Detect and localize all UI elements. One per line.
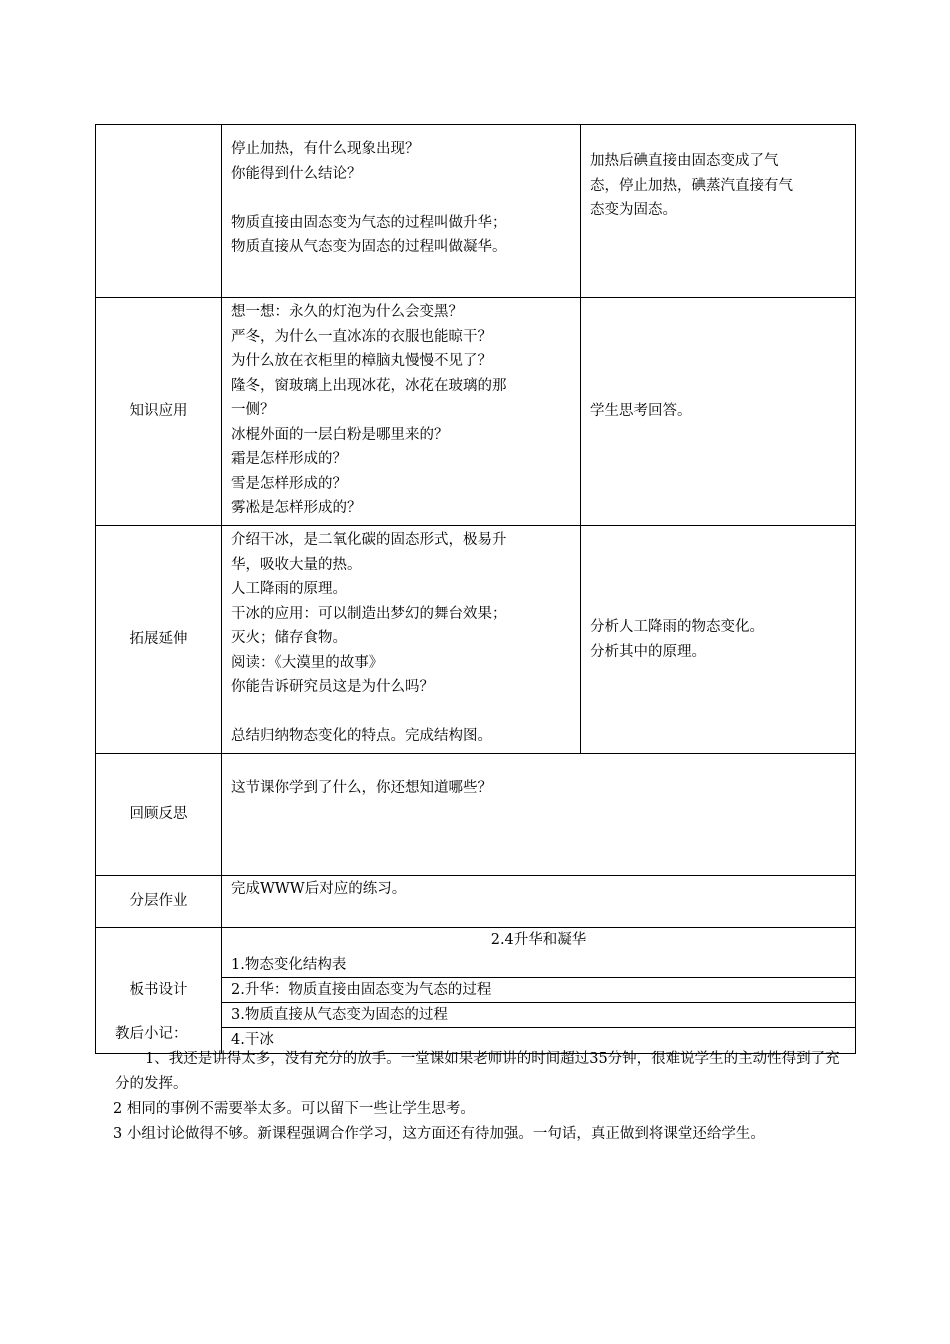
text-line: 态，停止加热，碘蒸汽直接有气: [590, 177, 793, 194]
text-line: 总结归纳物态变化的特点。完成结构图。: [231, 728, 492, 744]
text-line: 物质直接由固态变为气态的过程叫做升华；: [231, 214, 507, 231]
text-line: 为什么放在衣柜里的樟脑丸慢慢不见了？: [231, 353, 492, 369]
student-activity-cell: [581, 125, 856, 298]
stage-cell: 分层作业: [96, 876, 222, 928]
board-item: 2.升华：物质直接由固态变为气态的过程: [222, 977, 855, 1002]
text-line: 隆冬，窗玻璃上出现冰花，冰花在玻璃的那: [231, 377, 507, 394]
table-row: [96, 125, 856, 298]
lesson-plan-table: [95, 124, 856, 1054]
text-line: 介绍干冰，是二氧化碳的固态形式，极易升: [231, 532, 507, 548]
table-row: [96, 754, 856, 876]
table-row: [96, 526, 856, 754]
board-item: 4.干冰: [222, 1027, 855, 1052]
student-activity-cell: [581, 526, 856, 754]
stage-cell: [96, 125, 222, 298]
table-row: [96, 298, 856, 526]
student-activity-cell: [581, 298, 856, 526]
text-line: 物质直接从气态变为固态的过程叫做凝华。: [231, 239, 507, 255]
text-line: 想一想：永久的灯泡为什么会变黑？: [231, 304, 463, 320]
stage-cell: 拓展延伸: [96, 526, 222, 754]
text-line: 华，吸收大量的热。: [231, 556, 362, 573]
text-line: 态变为固态。: [590, 202, 677, 218]
text-line: 你能告诉研究员这是为什么吗？: [231, 679, 434, 695]
note-item: 2 相同的事例不需要举太多。可以留下一些让学生思考。: [113, 1101, 475, 1117]
text-line: 停止加热，有什么现象出现？: [231, 141, 420, 157]
text-line: 分析其中的原理。: [590, 643, 706, 660]
text-line: 灭火；储存食物。: [231, 630, 347, 646]
text-line: 霜是怎样形成的？: [231, 451, 347, 467]
text-line: 严冬，为什么一直冰冻的衣服也能晾干？: [231, 328, 492, 345]
teacher-activity-cell: [222, 526, 581, 754]
note-item: 3 小组讨论做得不够。新课程强调合作学习，这方面还有待加强。一句话，真正做到将课堂还给学生。: [113, 1126, 765, 1142]
content-cell: 完成WWW后对应的练习。: [222, 876, 856, 928]
blank-line: [231, 700, 574, 725]
board-item: 1.物态变化结构表: [231, 956, 347, 973]
text-line: 阅读：《大漠里的故事》: [231, 654, 384, 671]
text-line: 人工降雨的原理。: [231, 581, 347, 597]
board-item: 3.物质直接从气态变为固态的过程: [222, 1002, 855, 1027]
stage-cell: 板书设计: [96, 928, 222, 1054]
stage-cell: 回顾反思: [96, 754, 222, 876]
text-line: 冰棍外面的一层白粉是哪里来的？: [231, 426, 449, 443]
blank-line: [231, 186, 574, 211]
text-line: 学生思考回答。: [590, 403, 692, 420]
board-title: 2.4升华和凝华: [490, 932, 587, 948]
text-line: 你能得到什么结论？: [231, 165, 362, 182]
teaching-notes: [115, 1022, 845, 1147]
text-line: 雪是怎样形成的？: [231, 475, 347, 492]
text-line: 干冰的应用：可以制造出梦幻的舞台效果；: [231, 605, 507, 622]
text-line: 雾凇是怎样形成的？: [231, 500, 362, 516]
content-cell: 这节课你学到了什么，你还想知道哪些？: [222, 754, 856, 876]
table-row: [96, 876, 856, 928]
teacher-activity-cell: [222, 125, 581, 298]
notes-title: 教后小记：: [115, 1026, 188, 1042]
text-line: 分析人工降雨的物态变化。: [590, 619, 764, 635]
teacher-activity-cell: [222, 298, 581, 526]
text-line: 一侧？: [231, 402, 275, 418]
note-item: 1、我还是讲得太多，没有充分的放手。一堂课如果老师讲的时间超过35分钟，很难说学生的主动性得到了充分的发挥。: [115, 1051, 840, 1092]
stage-cell: 知识应用: [96, 298, 222, 526]
text-line: 加热后碘直接由固态变成了气: [590, 153, 779, 169]
